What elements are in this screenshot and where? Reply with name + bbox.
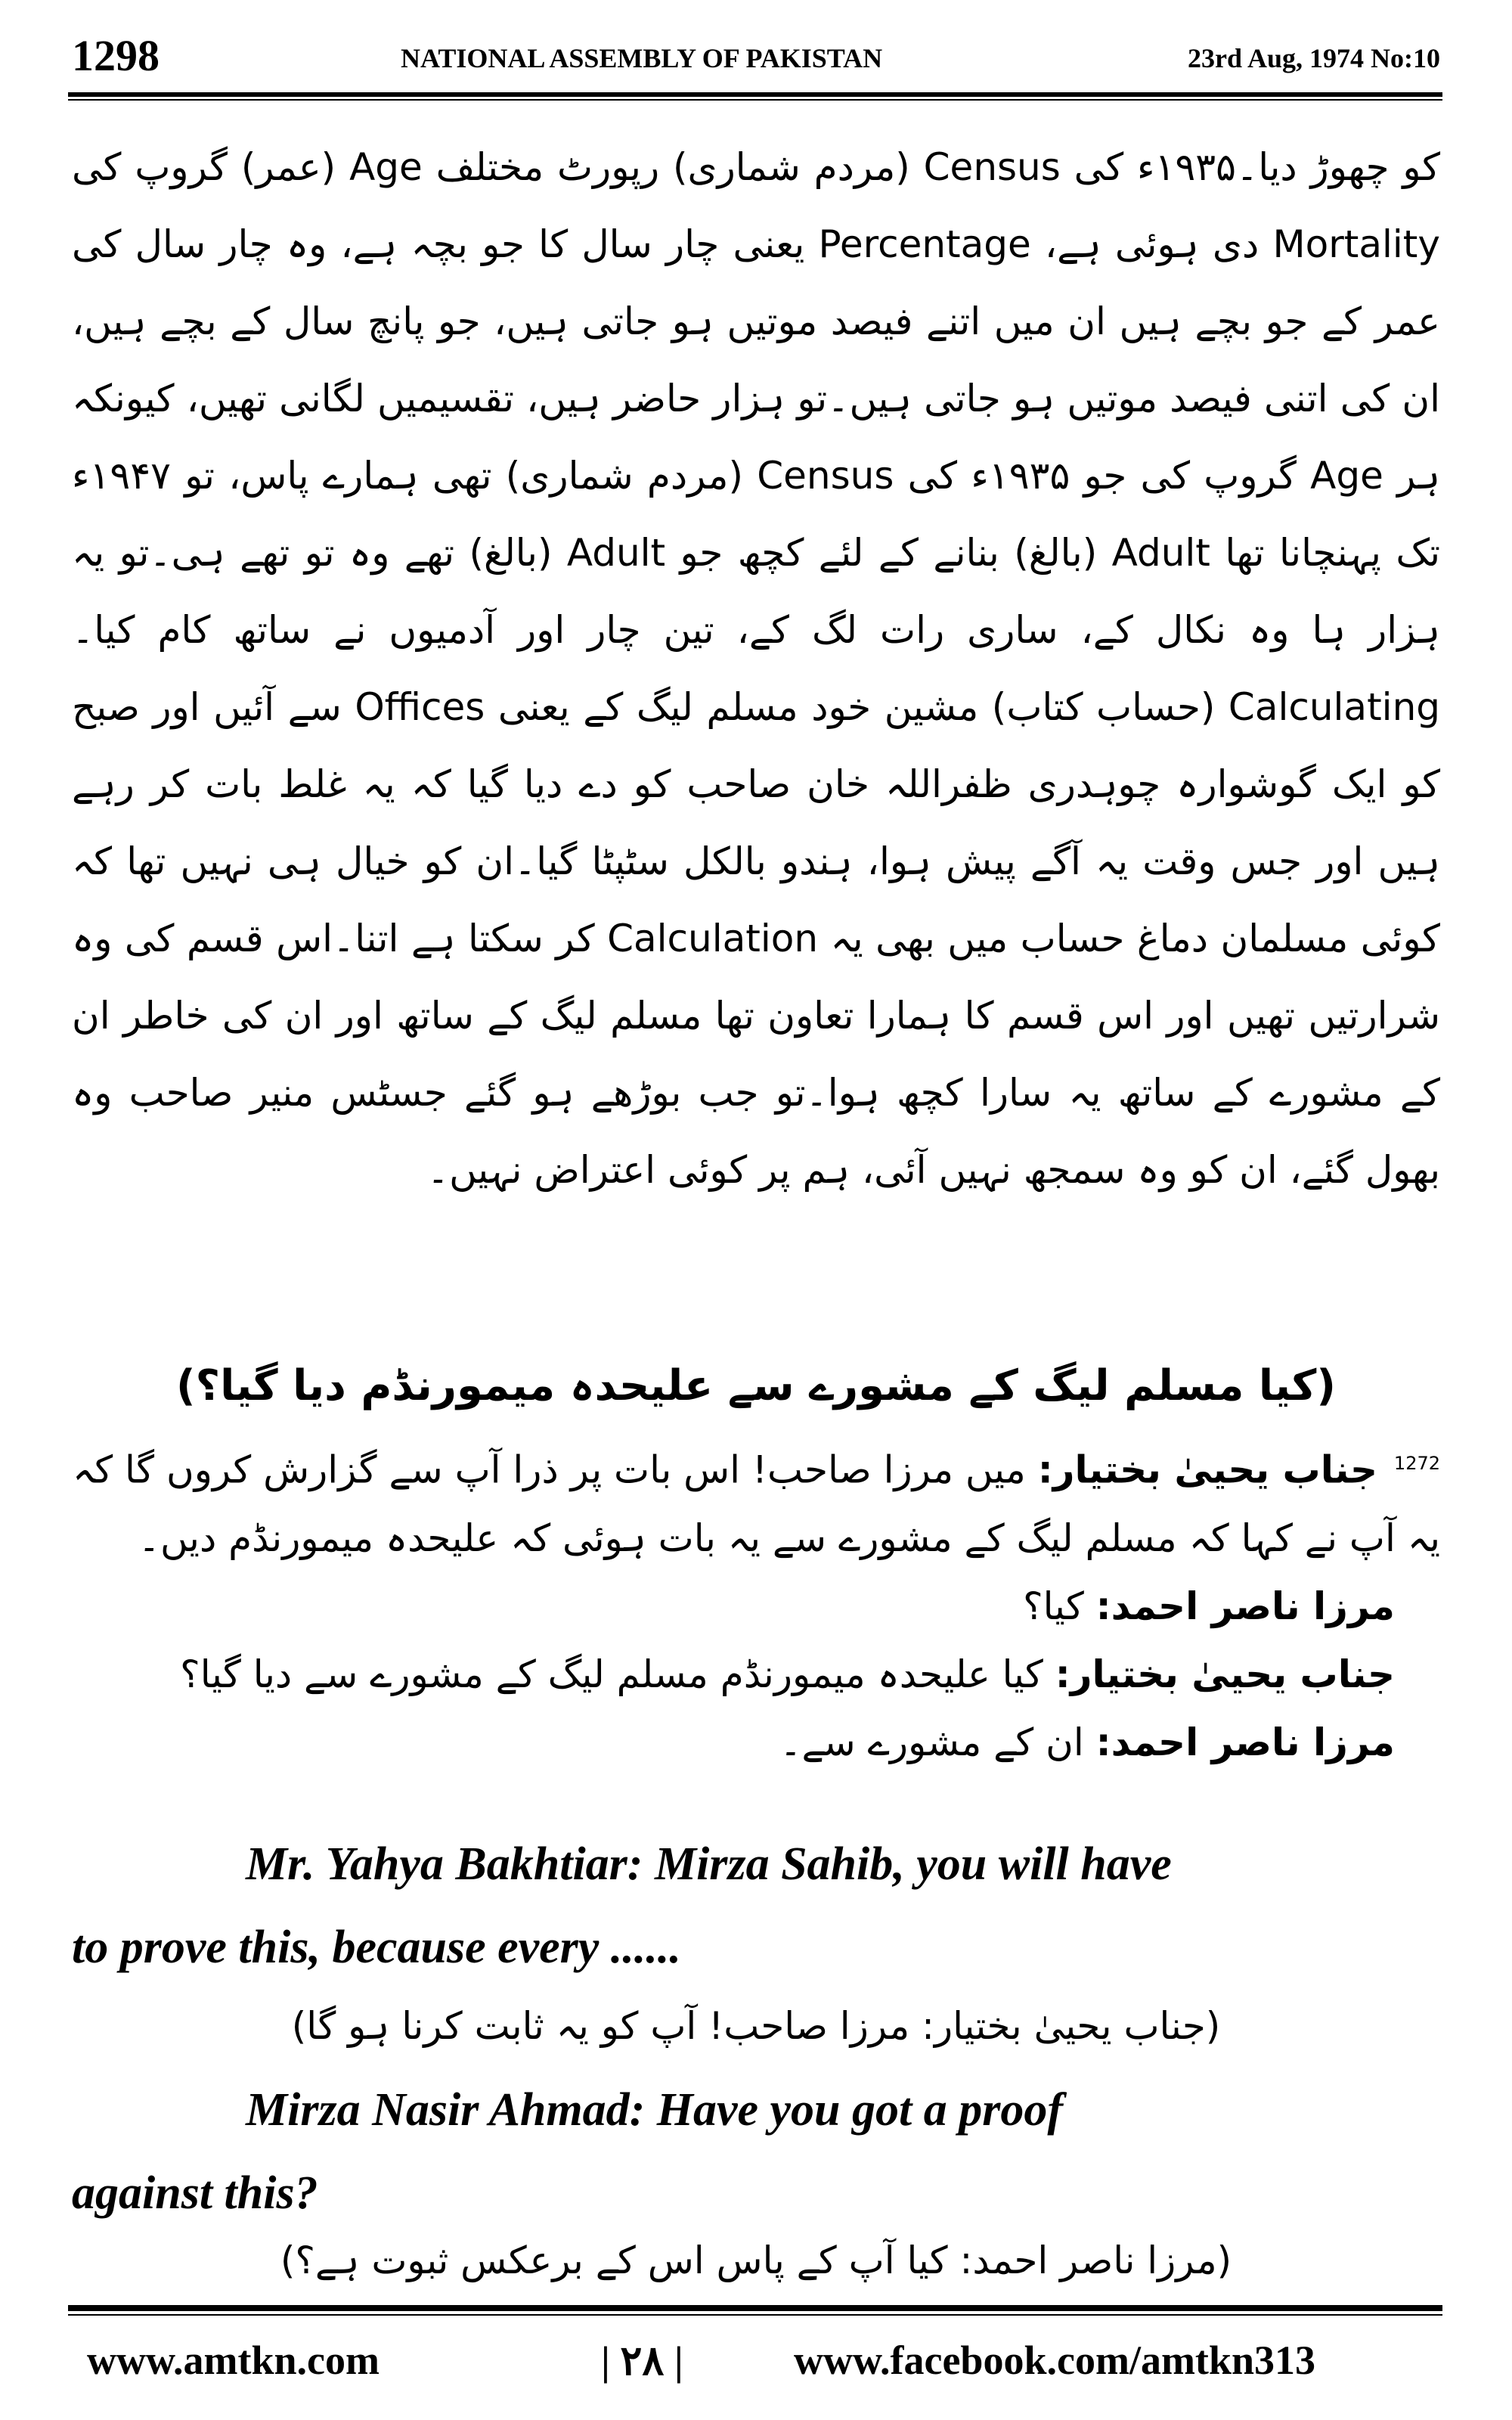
header-rule-thin <box>68 99 1442 101</box>
exchange-block <box>72 1429 1440 1776</box>
speech-text: کیا علیحدہ میمورنڈم مسلم لیگ کے مشورے سے دیا گیا؟ <box>180 1652 1043 1696</box>
english-statement-1 <box>72 1823 1440 1989</box>
footer-rule-thick <box>68 2305 1442 2311</box>
english-line: to prove this, because every ...... <box>72 1922 681 1973</box>
page-number: 1298 <box>72 31 160 80</box>
english-line: Mirza Nasir Ahmad: Have you got a proof <box>246 2084 1064 2136</box>
speaker-label: جناب یحییٰ بختیار: <box>1055 1652 1395 1696</box>
header-rule-thick <box>68 92 1442 97</box>
exchange-answer-2 <box>72 1708 1440 1776</box>
speaker-label: مرزا ناصر احمد: <box>1095 1584 1395 1628</box>
speech-text: کیا؟ <box>1023 1584 1084 1628</box>
body-text <box>72 129 1440 1208</box>
english-line: Mr. Yahya Bakhtiar: Mirza Sahib, you will have <box>246 1838 1172 1890</box>
footer-rule-thin <box>68 2314 1442 2316</box>
exchange-answer-1 <box>72 1572 1440 1640</box>
speech-text: ان کے مشورے سے۔ <box>779 1720 1084 1764</box>
urdu-translation-2: (مرزا ناصر احمد: کیا آپ کے پاس اس کے برعکس ثبوت ہے؟) <box>280 2238 1232 2282</box>
speaker-label: مرزا ناصر احمد: <box>1095 1720 1395 1764</box>
footer-website-link[interactable]: www.amtkn.com <box>87 2338 380 2383</box>
section-heading: (کیا مسلم لیگ کے مشورے سے علیحدہ میمورنڈم دیا گیا؟) <box>176 1361 1336 1410</box>
speaker-label: جناب یحییٰ بختیار: <box>1037 1447 1378 1492</box>
header-date: 23rd Aug, 1974 No:10 <box>1187 43 1440 73</box>
header-title: NATIONAL ASSEMBLY OF PAKISTAN <box>401 43 883 73</box>
footnote-marker: 1272 <box>1393 1453 1440 1474</box>
footer-facebook-link[interactable]: www.facebook.com/amtkn313 <box>794 2338 1315 2383</box>
english-line: against this? <box>72 2167 318 2219</box>
footer-page-number: | ۲۸ | <box>601 2338 683 2384</box>
exchange-question-2 <box>72 1640 1440 1708</box>
english-statement-2 <box>72 2068 1440 2235</box>
page-footer <box>72 2337 1440 2390</box>
speech-text: میں مرزا صاحب! اس بات پر ذرا آپ سے گزارش کروں گا کہ یہ آپ نے کہا کہ مسلم لیگ کے مشورے سے یہ بات ہوئی کہ علیحدہ میمورنڈم دیں۔ <box>73 1447 1440 1560</box>
urdu-translation-1: (جناب یحییٰ بختیار: مرزا صاحب! آپ کو یہ ثابت کرنا ہو گا) <box>291 2004 1221 2048</box>
page-header <box>72 30 1440 91</box>
body-paragraph: کو چھوڑ دیا۔۱۹۳۵ء کی Census (مردم شماری) رپورٹ مختلف Age (عمر) گروپ کی Mortality دی ہوئی ہے، Percentage یعنی چار سال کا جو بچہ ہے، وہ چار سال کی عمر کے جو بچے ہیں ان میں اتنے فیصد موتیں ہو جاتی ہیں، جو پانچ سال کے بچے ہیں، ان کی اتنی فیصد موتیں ہو جاتی ہیں۔تو ہزار حاضر ہیں، تقسیمیں لگانی تھیں، کیونکہ ہر Age گروپ کی جو ۱۹۳۵ء کی Census (مردم شماری) تھی ہمارے پاس، تو ۱۹۴۷ء تک پہنچانا تھا Adult (بالغ) بنانے کے لئے کچھ جو Adult (بالغ) تھے وہ تو تھے ہی۔تو یہ ہزار ہا وہ نکال کے، ساری رات لگ کے، تین چار اور آدمیوں نے ساتھ کام کیا۔ Calculating (حساب کتاب) مشین خود مسلم لیگ کے یعنی Offices سے آئیں اور صبح کو ایک گوشوارہ چوہدری ظفراللہ خان صاحب کو دے دیا گیا کہ یہ غلط بات کر رہے ہیں اور جس وقت یہ آگے پیش ہوا، ہندو بالکل سٹپٹا گیا۔ان کو خیال ہی نہیں تھا کہ کوئی مسلمان دماغ حساب میں بھی یہ Calculation کر سکتا ہے اتنا۔اس قسم کی وہ شرارتیں تھیں اور اس قسم کا ہمارا تعاون تھا مسلم لیگ کے ساتھ اور ان کی خاطر ان کے مشورے کے ساتھ یہ سارا کچھ ہوا۔تو جب بوڑھے ہو گئے جسٹس منیر صاحب وہ بھول گئے، ان کو وہ سمجھ نہیں آئی، ہم پر کوئی اعتراض نہیں۔ <box>72 145 1440 1192</box>
exchange-question-1 <box>72 1429 1440 1572</box>
